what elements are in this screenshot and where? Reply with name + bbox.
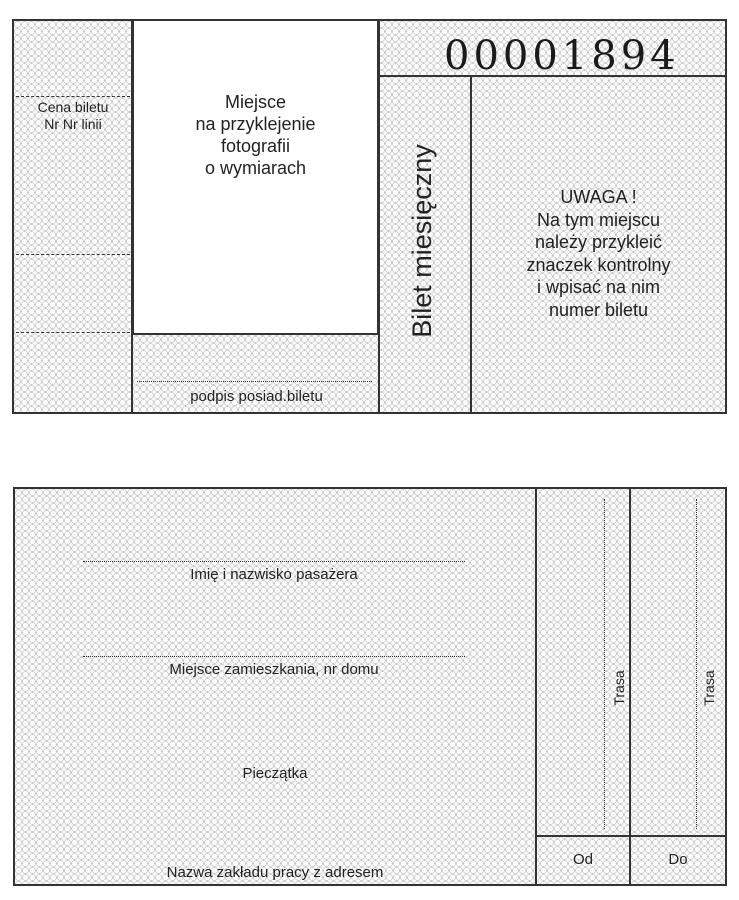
left-dashed-line-2: [16, 254, 130, 255]
ticket-back: [13, 487, 727, 886]
passenger-name-label: Imię i nazwisko pasażera: [190, 566, 358, 583]
price-label: Cena biletu Nr Nr linii: [37, 99, 109, 132]
workplace-label: Nazwa zakładu pracy z adresem: [166, 864, 384, 881]
stamp-label: Pieczątka: [242, 765, 308, 782]
residence-label: Miejsce zamieszkania, nr domu: [169, 661, 379, 678]
signature-label: podpis posiad.biletu: [190, 388, 323, 405]
warning-text: UWAGA ! Na tym miejscu należy przykleić znaczek kontrolny i wpisać na nim numer biletu: [526, 187, 671, 320]
left-dashed-line-1: [16, 96, 130, 97]
ticket-front: [12, 19, 727, 414]
route-right-label: Trasa: [701, 670, 717, 706]
residence-line: [83, 656, 465, 657]
photo-placeholder: [132, 19, 379, 335]
photo-text: Miejsce na przyklejenie fotografii o wymiarach: [195, 92, 316, 178]
left-dashed-line-3: [16, 332, 130, 333]
route-middle-divider: [629, 489, 631, 884]
name-line: [83, 561, 465, 562]
from-label: Od: [572, 851, 593, 868]
ticket-type: Bilet miesięczny: [407, 144, 437, 338]
ticket-number: 00001894: [444, 33, 680, 79]
route-left-label: Trasa: [611, 670, 627, 706]
photo-right-divider: [378, 21, 380, 412]
to-label: Do: [668, 851, 688, 868]
route-left-dotted: [604, 499, 605, 829]
route-left-divider: [535, 489, 537, 884]
signature-line: [137, 381, 372, 382]
route-right-dotted: [696, 499, 697, 829]
route-bottom-line: [535, 835, 725, 837]
